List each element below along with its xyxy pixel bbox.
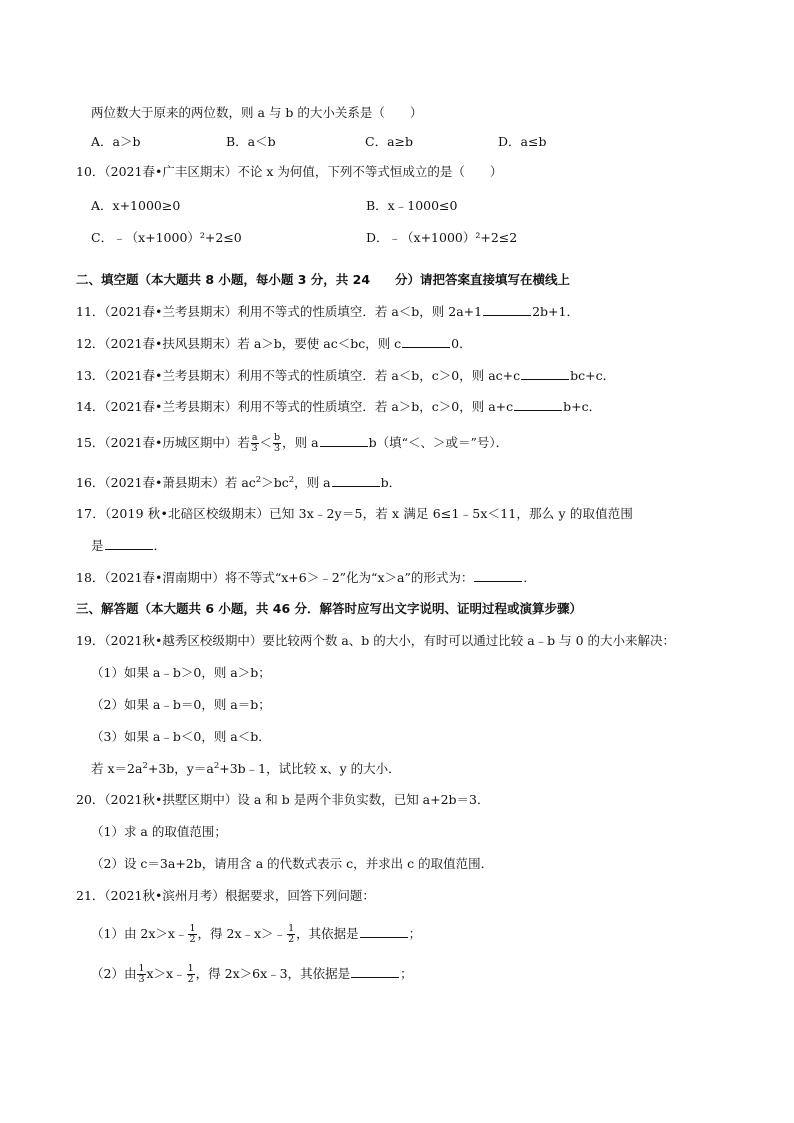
q16-text-mid: ＞bc <box>261 475 289 490</box>
q14-answer-blank[interactable] <box>514 398 562 411</box>
q17-answer-blank[interactable] <box>105 537 153 550</box>
q9-stem: 两位数大于原来的两位数，则 a 与 b 的大小关系是（ ） <box>91 105 423 120</box>
q20-part-2: （2）设 c＝3a+2b，请用含 a 的代数式表示 c，并求出 c 的取值范围． <box>91 856 494 871</box>
q18-text-end: ． <box>523 570 536 585</box>
q15-text-mid: ，则 a <box>282 435 319 450</box>
q19-stem: 19．（2021秋•越秀区校级期中）要比较两个数 a、b 的大小，有时可以通过比较 a﹣b 与 0 的大小来解决： <box>76 633 676 648</box>
q16-answer-blank[interactable] <box>332 474 380 487</box>
q10-option-b: B．x﹣1000≤0 <box>366 198 458 213</box>
q16-text-end: b． <box>380 475 402 490</box>
q21-stem: 21．（2021秋•滨州月考）根据要求，回答下列问题： <box>76 888 375 903</box>
q16-exponent-2: 2 <box>288 474 295 485</box>
q11-text-end: 2b+1． <box>532 304 579 319</box>
q21-part-2-answer-blank[interactable] <box>351 965 399 978</box>
q10-stem: 10．（2021春•广丰区期末）不论 x 为何值，下列不等式恒成立的是（ ） <box>76 164 503 179</box>
q21-part-1-fraction-1: $\frac{1}{2}$ <box>189 923 196 945</box>
q21-part-1 <box>91 924 421 945</box>
q12-text-end: 0． <box>451 336 472 351</box>
q9-option-d: D．a≤b <box>498 134 547 149</box>
q12-answer-blank[interactable] <box>402 335 450 348</box>
q19-part-1: （1）如果 a﹣b＞0，则 a＞b； <box>91 665 271 680</box>
q10-option-d: D．﹣（x+1000）²+2≤2 <box>366 230 518 245</box>
q21-part-2-text-2: x＞x﹣ <box>146 966 186 981</box>
q17-line-1: 17．（2019 秋•北碚区校级期末）已知 3x﹣2y＝5，若 x 满足 6≤1﹣5x＜11，那么 y 的取值范围 <box>76 506 634 521</box>
q15-text-end: b（填“＜、＞或＝”号）． <box>368 435 509 450</box>
q16-text-mid2: ，则 a <box>294 475 331 490</box>
q15-fraction-b: $\frac{b}{3}$ <box>274 432 281 454</box>
q18-answer-blank[interactable] <box>474 569 522 582</box>
q9-option-b: B．a＜b <box>226 134 276 149</box>
q17-line-2 <box>91 537 166 555</box>
section-3-heading: 三、解答题（本大题共 6 小题，共 46 分．解答时应写出文字说明、证明过程或演算步骤） <box>76 601 583 616</box>
q17-text-end: ． <box>153 538 167 553</box>
q13-text: 13．（2021春•兰考县期末）利用不等式的性质填空．若 a＜b，c＞0，则 ac+c <box>76 368 521 383</box>
q19-exponent-2: 2 <box>213 760 220 771</box>
q13-answer-blank[interactable] <box>521 367 569 380</box>
q15-fraction-a: $\frac{a}{3}$ <box>251 432 258 454</box>
q21-part-1-text-2: ，得 2x﹣x＞﹣ <box>197 926 287 941</box>
q15-less-than: ＜ <box>259 435 273 450</box>
q19-part-2: （2）如果 a﹣b＝0，则 a＝b； <box>91 697 271 712</box>
q14-text: 14．（2021春•兰考县期末）利用不等式的性质填空．若 a＞b，c＞0，则 a+c <box>76 399 514 414</box>
q21-part-1-text-end: ； <box>408 926 422 941</box>
q11 <box>76 303 579 321</box>
q11-answer-blank[interactable] <box>483 303 531 316</box>
q21-part-2 <box>91 964 413 985</box>
q21-part-2-text-3: ，得 2x＞6x﹣3，其依据是 <box>195 966 351 981</box>
q16-text: 16．（2021春•萧县期末）若 ac <box>76 475 256 490</box>
q21-part-2-fraction-1: $\frac{1}{3}$ <box>138 963 145 985</box>
q21-part-2-text-end: ； <box>400 966 413 981</box>
q19-exponent-1: 2 <box>142 760 148 771</box>
q14 <box>76 398 601 416</box>
q15 <box>76 433 508 454</box>
q10-option-a: A．x+1000≥0 <box>91 198 181 213</box>
q9-option-c: C．a≥b <box>365 134 413 149</box>
q16-exponent-1: 2 <box>255 474 262 485</box>
q21-part-1-text-3: ，其依据是 <box>296 926 359 941</box>
q18 <box>76 569 536 587</box>
q20-part-1: （1）求 a 的取值范围； <box>91 824 227 839</box>
q14-text-end: b+c． <box>563 399 602 414</box>
q21-part-2-text: （2）由 <box>91 966 137 981</box>
q21-part-1-fraction-2: $\frac{1}{2}$ <box>288 923 295 945</box>
q19-condition-text-3: +3b﹣1，试比较 x、y 的大小． <box>219 761 401 776</box>
q15-text: 15．（2021春•历城区期中）若 <box>76 435 250 450</box>
q21-part-1-answer-blank[interactable] <box>360 925 408 938</box>
section-2-heading: 二、填空题（本大题共 8 小题，每小题 3 分，共 24 分）请把答案直接填写在横线上 <box>76 272 571 287</box>
q9-option-a: A．a＞b <box>91 134 141 149</box>
q19-condition-text: 若 x＝2a <box>91 761 143 776</box>
q21-part-1-text: （1）由 2x＞x﹣ <box>91 926 188 941</box>
q10-option-c: C．﹣（x+1000）²+2≤0 <box>91 230 242 245</box>
q18-text: 18．（2021春•渭南期中）将不等式“x+6＞﹣2”化为“x＞a”的形式为： <box>76 570 474 585</box>
q20-stem: 20．（2021秋•拱墅区期中）设 a 和 b 是两个非负实数，已知 a+2b＝3． <box>76 792 490 807</box>
q15-answer-blank[interactable] <box>320 434 368 447</box>
q12 <box>76 335 472 353</box>
q21-part-2-fraction-2: $\frac{1}{2}$ <box>187 963 194 985</box>
q12-text: 12．（2021春•扶风县期末）若 a＞b，要使 ac＜bc，则 c <box>76 336 402 351</box>
q17-text: 是 <box>91 538 104 553</box>
q19-part-3: （3）如果 a﹣b＜0，则 a＜b． <box>91 729 271 744</box>
q13 <box>76 367 615 385</box>
q11-text: 11．（2021春•兰考县期末）利用不等式的性质填空．若 a＜b，则 2a+1 <box>76 304 483 319</box>
q13-text-end: bc+c． <box>570 368 616 383</box>
q19-condition <box>91 760 401 778</box>
q19-condition-text-2: +3b，y＝a <box>147 761 214 776</box>
q16 <box>76 474 401 492</box>
